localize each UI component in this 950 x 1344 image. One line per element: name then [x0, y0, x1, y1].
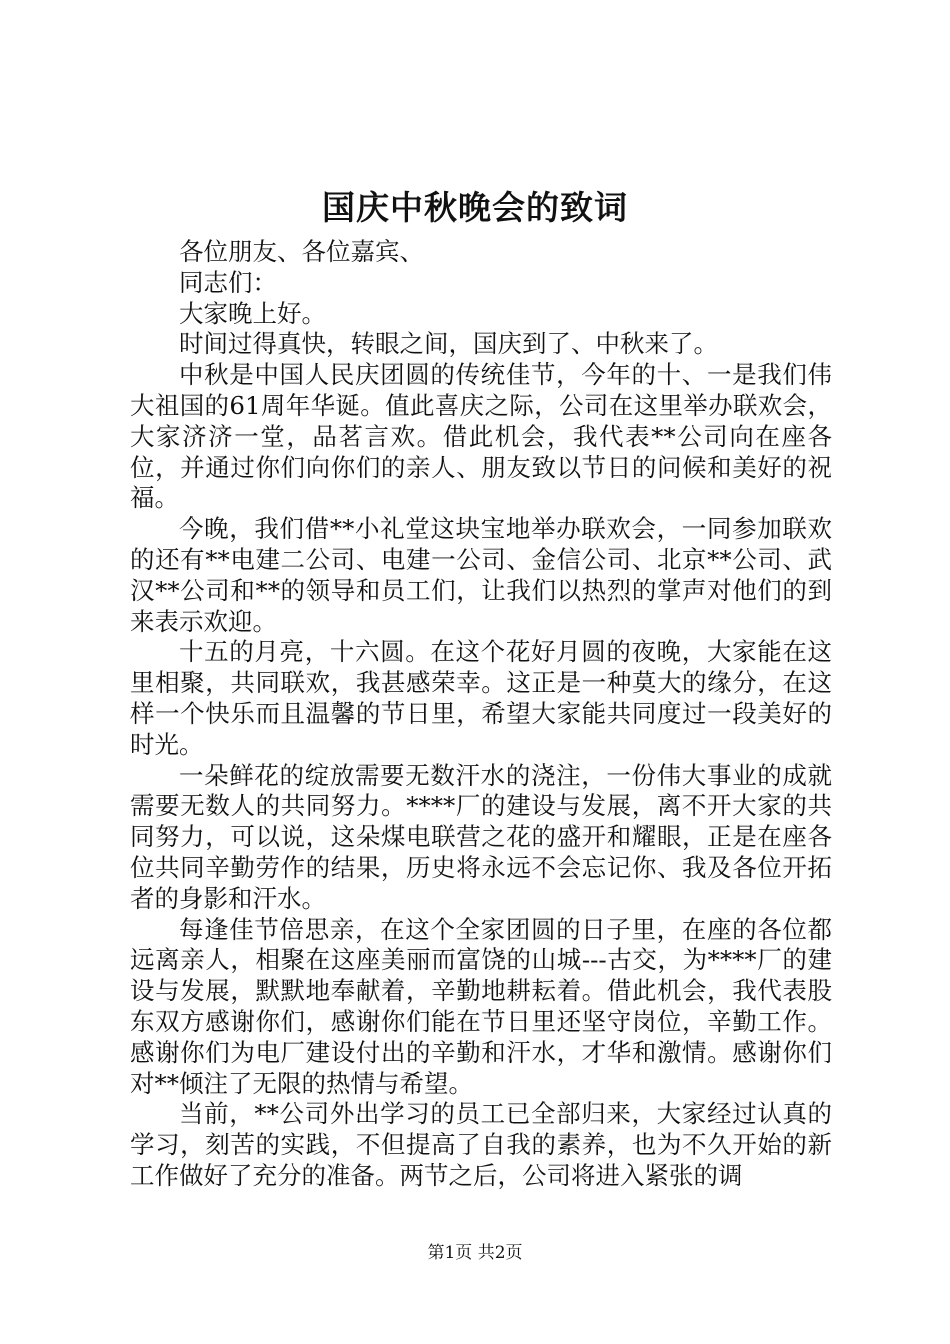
paragraph-greeting-comrades: 同志们：: [179, 267, 277, 297]
paragraph-current: 当前，**公司外出学习的员工已全部归来，大家经过认真的学习，刻苦的实践，不但提高了自我的素养，也为不久开始的新工作做好了充分的准备。两节之后，公司将进入紧张的调: [130, 1099, 832, 1190]
paragraph-mid-autumn: 中秋是中国人民庆团圆的传统佳节，今年的十、一是我们伟大祖国的61周年华诞。值此喜庆之际，公司在这里举办联欢会，大家济济一堂，品茗言欢。借此机会，我代表**公司向在座各位，并通过你们向你们的亲人、朋友致以节日的问候和美好的祝福。: [130, 360, 832, 513]
document-title: 国庆中秋晚会的致词: [322, 188, 628, 227]
paragraph-festival: 每逢佳节倍思亲，在这个全家团圆的日子里，在座的各位都远离亲人，相聚在这座美丽而富饶的山城---古交，为****厂的建设与发展，默默地奉献着，辛勤地耕耘着。借此机会，我代表股东双方感谢你们，感谢你们能在节日里还坚守岗位，辛勤工作。感谢你们为电厂建设付出的辛勤和汗水，才华和激情。感谢你们对**倾注了无限的热情与希望。: [130, 914, 832, 1098]
paragraph-time-flies: 时间过得真快，转眼之间，国庆到了、中秋来了。: [179, 329, 718, 359]
document-body: [130, 237, 832, 1192]
paragraph-full-moon: 十五的月亮，十六圆。在这个花好月圆的夜晚，大家能在这里相聚，共同联欢，我甚感荣幸。这正是一种莫大的缘分，在这样一个快乐而且温馨的节日里，希望大家能共同度过一段美好的时光。: [130, 637, 832, 759]
page-number-footer: 第1页 共2页: [427, 1243, 523, 1263]
paragraph-greeting: 各位朋友、各位嘉宾、: [179, 237, 424, 266]
paragraph-good-evening: 大家晚上好。: [179, 298, 326, 328]
paragraph-tonight: 今晚，我们借**小礼堂这块宝地举办联欢会，一同参加联欢的还有**电建二公司、电建一公司、金信公司、北京**公司、武汉**公司和**的领导和员工们，让我们以热烈的掌声对他们的到来表示欢迎。: [130, 514, 832, 636]
paragraph-flower: 一朵鲜花的绽放需要无数汗水的浇注，一份伟大事业的成就需要无数人的共同努力。****厂的建设与发展，离不开大家的共同努力，可以说，这朵煤电联营之花的盛开和耀眼，正是在座各位共同辛勤劳作的结果，历史将永远不会忘记你、我及各位开拓者的身影和汗水。: [130, 760, 832, 913]
